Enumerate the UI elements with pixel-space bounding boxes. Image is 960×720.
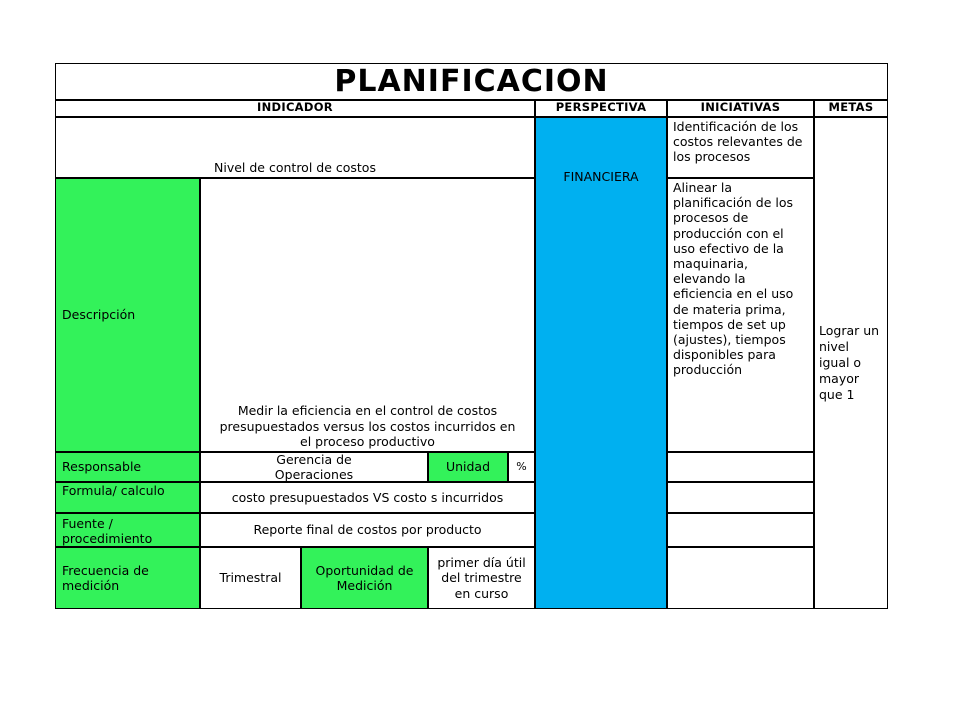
perspectiva-value <box>535 117 667 609</box>
iniciativa-2: Alinear la planificación de los procesos de producción con el uso efectivo de la maquinaria, elevando la eficiencia en el uso de materia prima, tiempos de set up (ajustes), tiempos disponibles para producción <box>667 178 814 452</box>
iniciativa-1: Identificación de los costos relevantes de los procesos <box>667 117 814 178</box>
header-perspectiva: PERSPECTIVA <box>535 100 667 117</box>
perspectiva-text: FINANCIERA <box>563 168 639 184</box>
iniciativa-empty-3 <box>667 513 814 547</box>
descripcion-value: Medir la eficiencia en el control de costos presupuestados versus los costos incurridos en el proceso productivo <box>200 178 535 452</box>
responsable-value: Gerencia de Operaciones <box>200 452 428 482</box>
iniciativa-empty-2 <box>667 482 814 513</box>
descripcion-label: Descripción <box>55 178 200 452</box>
oportunidad-value: primer día útil del trimestre en curso <box>428 547 535 609</box>
formula-label: Formula/ calculo <box>55 482 200 513</box>
header-indicador: INDICADOR <box>55 100 535 117</box>
unidad-value: % <box>508 452 535 482</box>
responsable-label: Responsable <box>55 452 200 482</box>
frecuencia-value: Trimestral <box>200 547 301 609</box>
table-title: PLANIFICACION <box>55 63 888 100</box>
oportunidad-label: Oportunidad de Medición <box>301 547 428 609</box>
fuente-value: Reporte final de costos por producto <box>200 513 535 547</box>
planning-table <box>55 63 888 609</box>
frecuencia-label: Frecuencia de medición <box>55 547 200 609</box>
meta-text: Lograr un nivel igual o mayor que 1 <box>819 323 880 402</box>
header-metas: METAS <box>814 100 888 117</box>
unidad-label: Unidad <box>428 452 508 482</box>
header-iniciativas: INICIATIVAS <box>667 100 814 117</box>
meta-value <box>814 117 888 609</box>
iniciativa-empty-1 <box>667 452 814 482</box>
fuente-label: Fuente / procedimiento <box>55 513 200 547</box>
iniciativa-empty-4 <box>667 547 814 609</box>
formula-value: costo presupuestados VS costo s incurridos <box>200 482 535 513</box>
indicador-value: Nivel de control de costos <box>55 117 535 178</box>
